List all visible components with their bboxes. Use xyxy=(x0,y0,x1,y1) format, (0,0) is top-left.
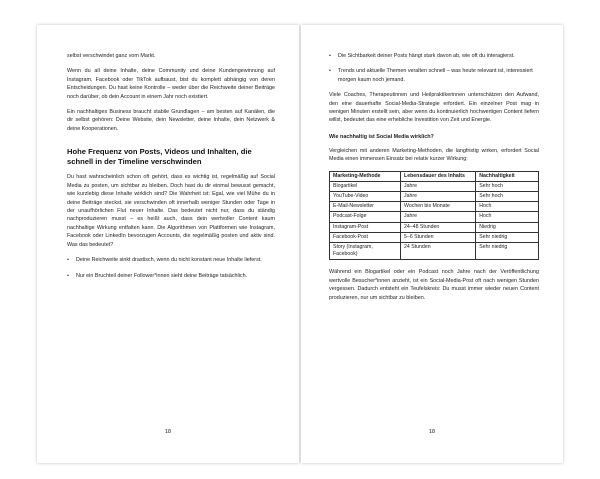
right-page xyxy=(301,25,563,463)
table-cell: Jahre xyxy=(401,212,476,222)
list-item xyxy=(67,272,275,280)
table-cell: 24–48 Stunden xyxy=(401,222,476,232)
table-cell: Blogartikel xyxy=(330,181,401,191)
left-page xyxy=(37,25,299,463)
table-cell: Jahre xyxy=(401,192,476,202)
table-cell: Story (Instagram, Facebook) xyxy=(330,243,401,260)
table-cell: Niedrig xyxy=(476,222,539,232)
bullet-icon: • xyxy=(67,257,69,264)
table-cell: Wochen bis Monate xyxy=(401,202,476,212)
table-cell: Hoch xyxy=(476,212,539,222)
right-page-content xyxy=(329,52,539,309)
paragraph: Ein nachhaltiges Business braucht stabile Grundlagen – am besten auf Kanälen, die dir selbst gehören: Deine Website, dein Newsletter, deine Inhalte, dein Netzwerk & deine Kooperationen. xyxy=(67,109,275,132)
comparison-table xyxy=(329,171,539,261)
table-row xyxy=(330,181,539,191)
bullet-icon: • xyxy=(329,53,331,59)
table-cell: 5–6 Stunden xyxy=(401,232,476,242)
list-item xyxy=(67,256,275,264)
bullet-list xyxy=(67,256,275,280)
section-heading: Hohe Frequenz von Posts, Videos und Inhalten, die schnell in der Timeline verschwinden xyxy=(67,147,252,166)
page-number: 18 xyxy=(165,429,171,435)
column-header: Lebensdauer des Inhalts xyxy=(401,171,476,181)
table-header-row xyxy=(330,171,539,181)
paragraph: Du hast wahrscheinlich schon oft gehört, dass es wichtig ist, regelmäßig auf Social Media zu posten, um sichtbar zu bleiben. Doch hast du dir einmal bewusst gemacht, wie kurzlebig diese Inhalte wirklich sind? Die Wahrheit ist: Egal, wie viel Mühe du in deine Beiträge steckst, sie verschwinden oft innerhalb weniger Stunden oder Tage in der unaufhörlichen Flut neuer Inhalte. Das bedeutet nicht nur, dass du ständig nachproduzieren musst – es heißt auch, dass dein wertvoller Content kaum nachhaltige Wirkung entfalten kann. Die Algorithmen von Plattformen wie Instagram, Facebook oder LinkedIn bevorzugen Accounts, die regelmäßig posten und aktiv sind. Was das bedeutet? xyxy=(67,174,275,248)
column-header: Marketing-Methode xyxy=(330,171,401,181)
table-cell: Sehr niedrig xyxy=(476,243,539,260)
table-intro: Vergleichen mit anderen Marketing-Methoden, die langfristig wirken, erfordert Social Media einen immensen Einsatz bei relativ kurzer Wirkung: xyxy=(329,147,539,163)
column-header: Nachhaltigkeit xyxy=(476,171,539,181)
list-item-text: Die Sichtbarkeit deiner Posts hängt stark davon ab, wie oft du interagierst. xyxy=(338,53,515,59)
table-row xyxy=(330,192,539,202)
paragraph: Während ein Blogartikel oder ein Podcast noch Jahre nach der Veröffentlichung wertvolle Besucher*innen anzieht, ist ein Social-Media-Post oft nach wenigen Stunden vergessen. Dadurch entsteht ein Teufelskreis: Du musst immer wieder neuen Content produzieren, nur um sichtbar zu bleiben. xyxy=(329,269,539,301)
table-row xyxy=(330,222,539,232)
table-cell: Jahre xyxy=(401,181,476,191)
list-item-text: Deine Reichweite sinkt drastisch, wenn du nicht konstant neue Inhalte lieferst. xyxy=(76,257,262,264)
bullet-icon: • xyxy=(67,272,69,279)
table-cell: Sehr niedrig xyxy=(476,232,539,242)
list-item-text: Nur ein Bruchteil deiner Follower*innen sieht deine Beiträge tatsächlich. xyxy=(76,272,248,279)
table-cell: Sehr hoch xyxy=(476,181,539,191)
paragraph: Wenn du all deine Inhalte, deine Community und deine Kundengewinnung auf Instagram, Facebook oder TikTok aufbaust, bist du komplett abhängig von deren Entscheidungen. Du hast keine Kontrolle – weder über die Reichweite deiner Beiträge noch darüber, ob dein Account in einem Jahr noch existiert. xyxy=(67,68,275,100)
paragraph: Viele Coaches, Therapeutinnen und Heilpraktikerinnen unterschätzen den Aufwand, den eine dauerhafte Social-Media-Strategie erfordert. Ein einzelner Post mag in wenigen Minuten erstellt sein, aber wenn du kontinuierlich hochwertigen Content liefern willst, bedeutet das eine erhebliche Investition von Zeit und Energie. xyxy=(329,92,539,124)
bullet-list xyxy=(329,52,539,84)
table-cell: YouTube-Video xyxy=(330,192,401,202)
table-cell: 24 Stunden xyxy=(401,243,476,260)
page-number: 18 xyxy=(429,429,435,435)
list-item xyxy=(329,52,539,60)
left-page-content xyxy=(67,52,275,287)
table-cell: Podcast-Folge xyxy=(330,212,401,222)
table-row xyxy=(330,232,539,242)
table-cell: Facebook-Post xyxy=(330,232,401,242)
list-item xyxy=(329,67,539,84)
table-cell: Hoch xyxy=(476,202,539,212)
list-item-text: Trends und aktuelle Themen veralten schnell – was heute relevant ist, interessiert morgen kaum noch jemand. xyxy=(338,68,533,83)
bullet-icon: • xyxy=(329,68,331,75)
table-row xyxy=(330,212,539,222)
subheading: Wie nachhaltig ist Social Media wirklich? xyxy=(329,133,434,140)
table-cell: E-Mail-Newsletter xyxy=(330,202,401,212)
table-cell: Sehr hoch xyxy=(476,192,539,202)
table-row xyxy=(330,202,539,212)
table-row xyxy=(330,243,539,260)
table-cell: Instagram-Post xyxy=(330,222,401,232)
paragraph: selbst verschwindet ganz vom Markt. xyxy=(67,53,156,59)
